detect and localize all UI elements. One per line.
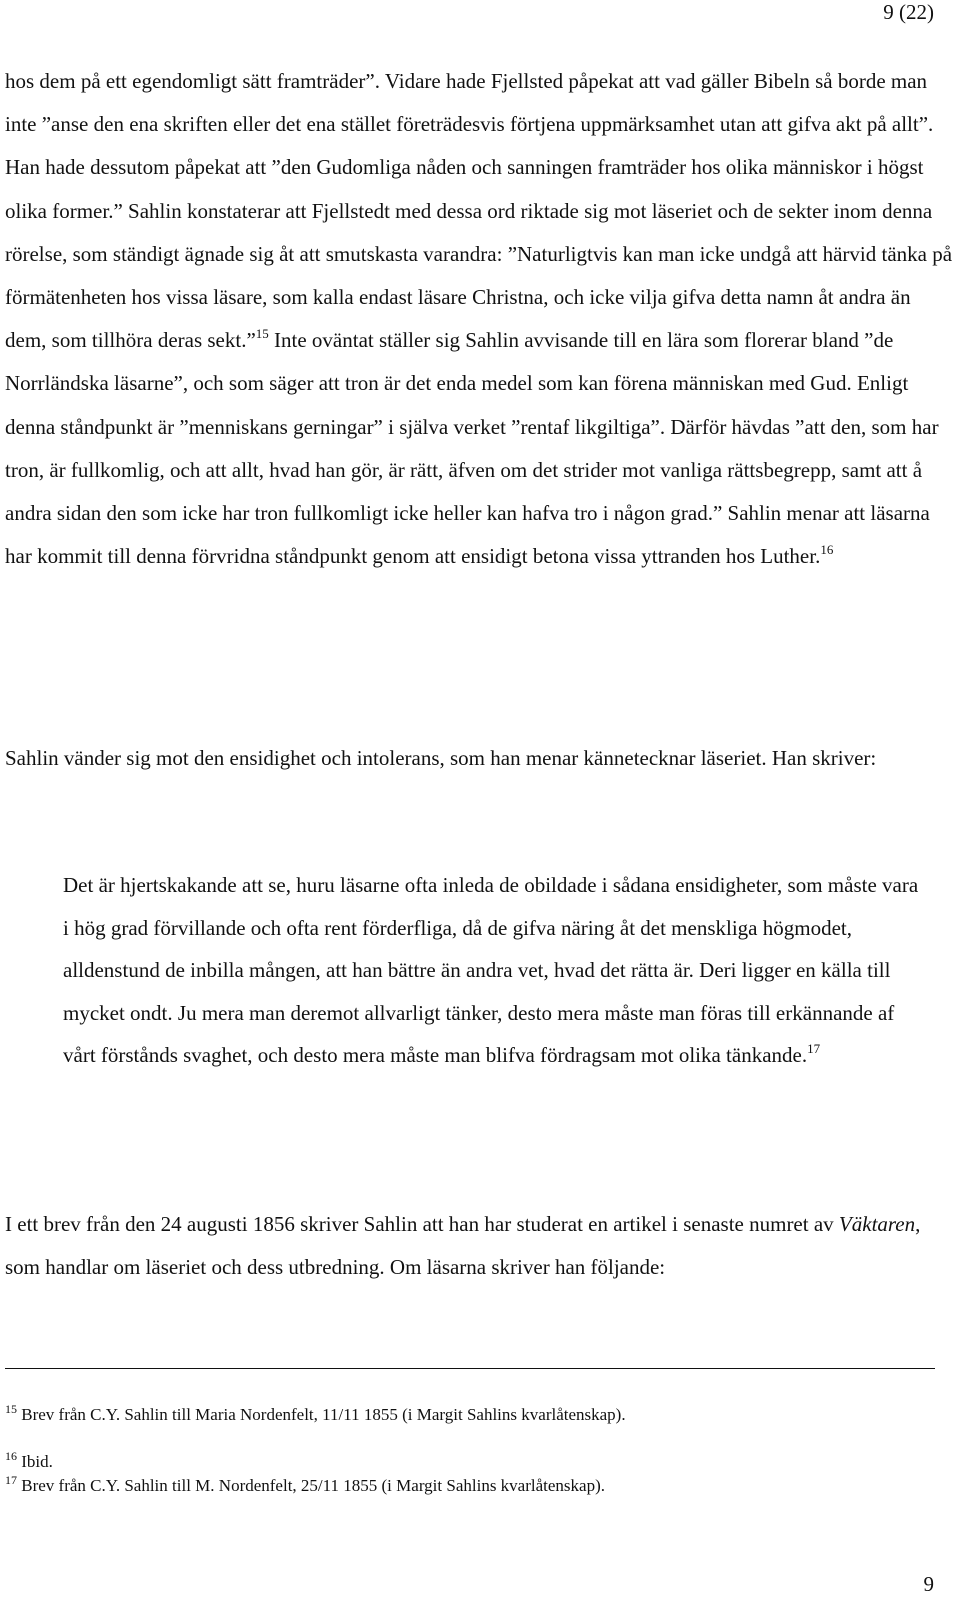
footnote-reference: 15	[255, 326, 269, 342]
footnote-separator	[5, 1368, 935, 1369]
paragraph-text: , som handlar om läseriet och dess utbredning. Om läsarna skriver han följande:	[5, 1212, 921, 1280]
footnote-text: Brev från C.Y. Sahlin till M. Nordenfelt, 25/11 1855 (i Margit Sahlins kvarlåtenskap).	[17, 1476, 605, 1495]
footnote	[5, 1473, 935, 1496]
body-paragraph	[5, 60, 955, 578]
footnote-text: Ibid.	[17, 1452, 53, 1471]
footnote-number: 15	[5, 1402, 17, 1416]
paragraph-text: hos dem på ett egendomligt sätt framträder”. Vidare hade Fjellsted påpekat att vad gäller Bibeln så borde man inte ”anse den ena skriften eller det ena stället företrädesvis förtjena uppmärksamhet utan att gifva akt på allt”. Han hade dessutom påpekat att ”den Gudomliga nåden och sanningen framträder hos olika människor i högst olika former.” Sahlin konstaterar att Fjellstedt med dessa ord riktade sig mot läseriet och de sekter inom denna rörelse, som ständigt ägnade sig åt att smutskasta varandra: ”Naturligtvis kan man icke undgå att härvid tänka på förmätenheten hos vissa läsare, som kalla endast läsare Christna, och icke vilja gifva detta namn åt andra än dem, som tillhöra deras sekt.”	[5, 69, 953, 353]
quote-text: Det är hjertskakande att se, huru läsarne ofta inleda de obildade i sådana ensidigheter, som måste vara i hög grad förvillande och ofta rent förderfliga, då de gifva näring åt det menskliga högmodet, alldenstund de inbilla mången, att han bättre än andra vet, hvad det rätta är. Deri ligger en källa till mycket ondt. Ju mera man deremot allvarligt tänker, desto mera måste man föras till erkännande af vårt förstånds svaghet, och desto mera måste man blifva fördragsam mot olika tänkande.	[63, 873, 919, 1067]
body-paragraph	[5, 1203, 955, 1289]
footnote	[5, 1449, 935, 1472]
paragraph-text: Inte oväntat ställer sig Sahlin avvisande till en lära som florerar bland ”de Norrländska läsarne”, och som säger att tron är det enda medel som kan förena människan med Gud. Enligt denna ståndpunkt är ”menniskans gerningar” i själva verket ”rentaf likgiltiga”. Därför hävdas ”att den, som har tron, är fullkomlig, och att allt, hvad han gör, är rätt, äfven om det strider mot vanliga rättsbegrepp, samt att å andra sidan den som icke har tron fullkomligt icke heller kan hafva tro i någon grad.” Sahlin menar att läsarna har kommit till denna förvridna ståndpunkt genom att ensidigt betona vissa yttranden hos Luther.	[5, 328, 939, 569]
footnote-number: 17	[5, 1473, 17, 1487]
footnote-reference: 16	[820, 542, 834, 558]
footnote-text: Brev från C.Y. Sahlin till Maria Nordenfelt, 11/11 1855 (i Margit Sahlins kvarlåtenskap).	[17, 1405, 626, 1424]
footnote	[5, 1402, 935, 1425]
footnote-reference: 17	[807, 1041, 821, 1056]
publication-title: Väktaren	[838, 1212, 916, 1236]
footnote-number: 16	[5, 1449, 17, 1463]
page-counter: 9 (22)	[883, 0, 934, 24]
page-number: 9	[923, 1572, 934, 1596]
body-paragraph: Sahlin vänder sig mot den ensidighet och intolerans, som han menar kännetecknar läseriet. Han skriver:	[5, 746, 877, 770]
paragraph-text: I ett brev från den 24 augusti 1856 skriver Sahlin att han har studerat en artikel i senaste numret av	[5, 1212, 839, 1236]
block-quote	[63, 864, 923, 1077]
